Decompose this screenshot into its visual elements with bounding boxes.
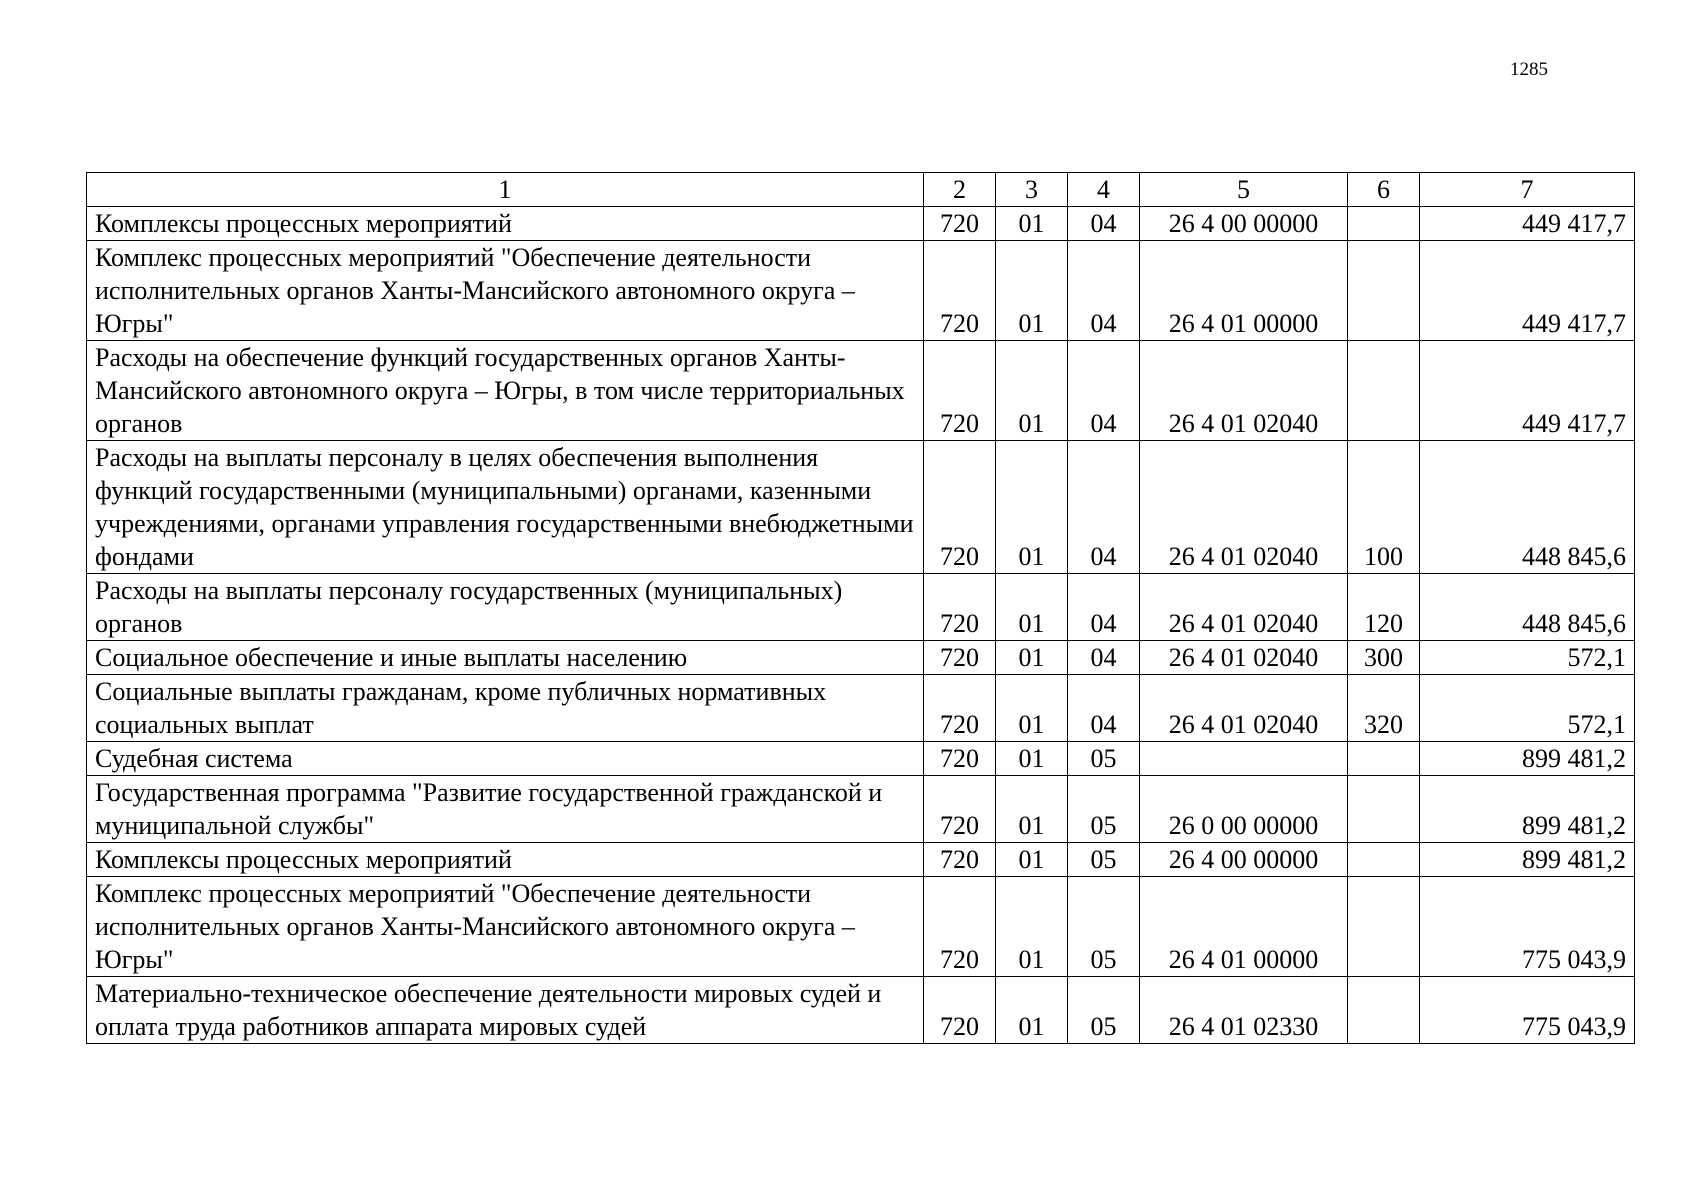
row-col-6 (1348, 776, 1420, 843)
row-col-6 (1348, 341, 1420, 441)
row-col-4: 04 (1068, 441, 1140, 574)
row-col-7: 899 481,2 (1420, 843, 1635, 877)
row-col-7: 775 043,9 (1420, 977, 1635, 1044)
row-name: Социальное обеспечение и иные выплаты населению (87, 641, 924, 675)
row-name: Судебная система (87, 742, 924, 776)
header-col-6: 6 (1348, 173, 1420, 207)
row-col-7: 449 417,7 (1420, 241, 1635, 341)
row-col-5: 26 4 01 02330 (1140, 977, 1348, 1044)
row-col-7: 448 845,6 (1420, 574, 1635, 641)
row-col-3: 01 (996, 776, 1068, 843)
row-col-6: 300 (1348, 641, 1420, 675)
row-name: Социальные выплаты гражданам, кроме публичных нормативных социальных выплат (87, 675, 924, 742)
row-col-5: 26 4 00 00000 (1140, 207, 1348, 241)
row-col-2: 720 (924, 776, 996, 843)
row-name: Расходы на обеспечение функций государственных органов Ханты-Мансийского автономного округа – Югры, в том числе территориальных органов (87, 341, 924, 441)
table-row (87, 742, 1635, 776)
row-name: Расходы на выплаты персоналу в целях обеспечения выполнения функций государственными (муниципальными) органами, казенными учреждениями, органами управления государственными внебюджетными фондами (87, 441, 924, 574)
row-col-2: 720 (924, 843, 996, 877)
header-col-7: 7 (1420, 173, 1635, 207)
row-col-2: 720 (924, 241, 996, 341)
row-col-3: 01 (996, 675, 1068, 742)
row-col-6 (1348, 207, 1420, 241)
table-row (87, 441, 1635, 574)
row-col-4: 05 (1068, 877, 1140, 977)
header-col-4: 4 (1068, 173, 1140, 207)
row-col-4: 05 (1068, 742, 1140, 776)
row-col-3: 01 (996, 877, 1068, 977)
row-col-5: 26 4 01 02040 (1140, 675, 1348, 742)
row-name: Комплекс процессных мероприятий "Обеспечение деятельности исполнительных органов Ханты-Мансийского автономного округа – Югры" (87, 241, 924, 341)
table-row (87, 877, 1635, 977)
row-col-5: 26 4 01 02040 (1140, 574, 1348, 641)
row-col-3: 01 (996, 641, 1068, 675)
row-col-4: 04 (1068, 574, 1140, 641)
row-col-4: 05 (1068, 843, 1140, 877)
row-col-3: 01 (996, 241, 1068, 341)
row-col-3: 01 (996, 441, 1068, 574)
table-row (87, 574, 1635, 641)
row-col-2: 720 (924, 877, 996, 977)
row-col-2: 720 (924, 977, 996, 1044)
row-col-5: 26 4 00 00000 (1140, 843, 1348, 877)
row-col-7: 572,1 (1420, 641, 1635, 675)
table-row (87, 241, 1635, 341)
row-col-5: 26 4 01 02040 (1140, 441, 1348, 574)
row-col-3: 01 (996, 574, 1068, 641)
row-col-5: 26 4 01 02040 (1140, 641, 1348, 675)
budget-table (86, 172, 1635, 1044)
row-col-2: 720 (924, 641, 996, 675)
row-col-4: 04 (1068, 641, 1140, 675)
row-col-5: 26 4 01 00000 (1140, 241, 1348, 341)
table-row (87, 641, 1635, 675)
row-col-3: 01 (996, 977, 1068, 1044)
row-col-4: 05 (1068, 977, 1140, 1044)
row-col-3: 01 (996, 843, 1068, 877)
row-col-2: 720 (924, 441, 996, 574)
row-col-4: 04 (1068, 675, 1140, 742)
row-col-6: 100 (1348, 441, 1420, 574)
page-number: 1285 (1510, 59, 1548, 80)
header-col-3: 3 (996, 173, 1068, 207)
row-name: Материально-техническое обеспечение деятельности мировых судей и оплата труда работников аппарата мировых судей (87, 977, 924, 1044)
row-col-4: 04 (1068, 207, 1140, 241)
row-col-7: 899 481,2 (1420, 742, 1635, 776)
row-col-5 (1140, 742, 1348, 776)
row-col-2: 720 (924, 341, 996, 441)
row-col-3: 01 (996, 341, 1068, 441)
table-row (87, 341, 1635, 441)
row-name: Государственная программа "Развитие государственной гражданской и муниципальной службы" (87, 776, 924, 843)
row-col-7: 572,1 (1420, 675, 1635, 742)
row-col-3: 01 (996, 742, 1068, 776)
row-col-7: 448 845,6 (1420, 441, 1635, 574)
row-name: Комплексы процессных мероприятий (87, 843, 924, 877)
row-col-4: 05 (1068, 776, 1140, 843)
row-col-5: 26 0 00 00000 (1140, 776, 1348, 843)
row-col-4: 04 (1068, 241, 1140, 341)
row-col-6 (1348, 742, 1420, 776)
row-col-2: 720 (924, 574, 996, 641)
row-col-6 (1348, 241, 1420, 341)
row-col-7: 899 481,2 (1420, 776, 1635, 843)
row-col-5: 26 4 01 02040 (1140, 341, 1348, 441)
header-col-1: 1 (87, 173, 924, 207)
header-col-2: 2 (924, 173, 996, 207)
row-col-6 (1348, 843, 1420, 877)
row-name: Расходы на выплаты персоналу государственных (муниципальных) органов (87, 574, 924, 641)
row-name: Комплексы процессных мероприятий (87, 207, 924, 241)
row-col-6 (1348, 877, 1420, 977)
row-col-6: 320 (1348, 675, 1420, 742)
row-col-6: 120 (1348, 574, 1420, 641)
row-col-2: 720 (924, 742, 996, 776)
row-col-7: 449 417,7 (1420, 207, 1635, 241)
table-row (87, 843, 1635, 877)
table-row (87, 675, 1635, 742)
row-col-3: 01 (996, 207, 1068, 241)
row-col-6 (1348, 977, 1420, 1044)
row-col-7: 775 043,9 (1420, 877, 1635, 977)
table-row (87, 207, 1635, 241)
table-row (87, 776, 1635, 843)
row-col-5: 26 4 01 00000 (1140, 877, 1348, 977)
header-row (87, 173, 1635, 207)
row-col-4: 04 (1068, 341, 1140, 441)
row-col-2: 720 (924, 675, 996, 742)
row-name: Комплекс процессных мероприятий "Обеспечение деятельности исполнительных органов Ханты-Мансийского автономного округа – Югры" (87, 877, 924, 977)
header-col-5: 5 (1140, 173, 1348, 207)
row-col-2: 720 (924, 207, 996, 241)
table-row (87, 977, 1635, 1044)
row-col-7: 449 417,7 (1420, 341, 1635, 441)
